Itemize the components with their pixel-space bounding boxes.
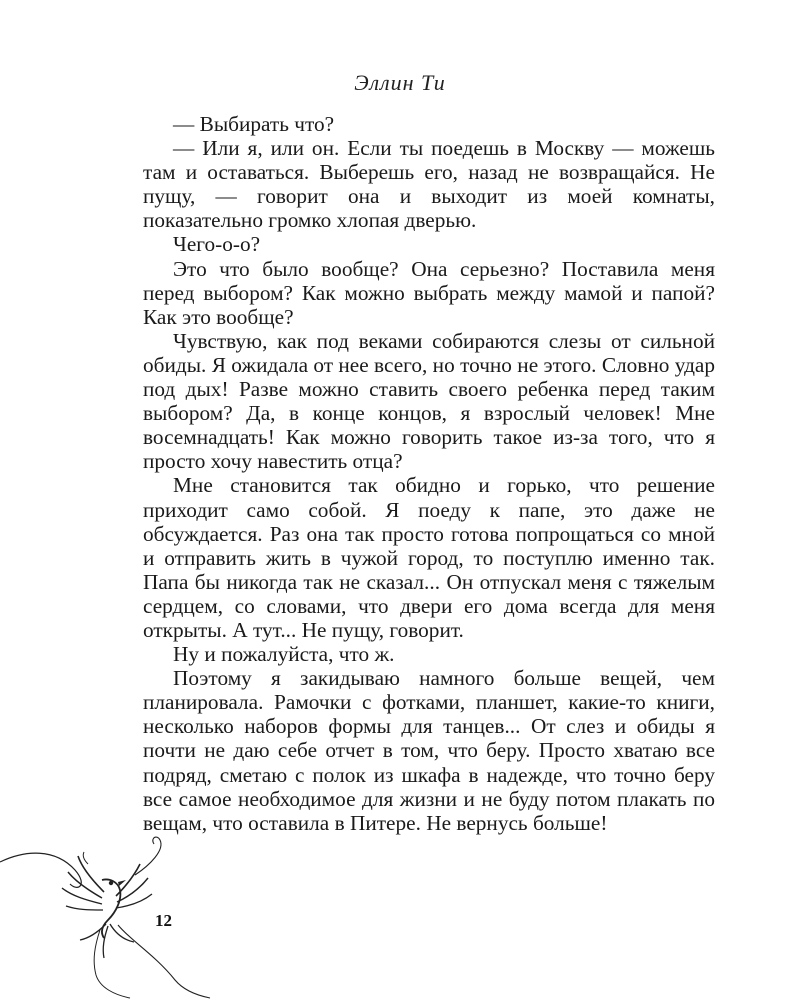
running-header: Эллин Ти [354, 70, 446, 95]
paragraph-4: Это что было вообще? Она серьезно? Поставила меня перед выбором? Как можно выбрать между мамой и папой? Как это вообще? [143, 256, 715, 329]
paragraph-5: Чувствую, как под веками собираются слезы от сильной обиды. Я ожидала от нее всего, но точно не этого. Словно удар под дых! Разве можно ставить своего ребенка перед таким выбором? Да, в конце концов, я взрослый человек! Мне восемнадцать! Как можно говорить такое из-за того, что я просто хочу навестить отца? [143, 328, 715, 474]
body-text [143, 112, 715, 835]
paragraph-1: — Выбирать что? [173, 112, 335, 136]
paragraph-6: Мне становится так обидно и горько, что решение приходит само собой. Я поеду к папе, это даже не обсуждается. Раз она так просто готова попрощаться со мной и отправить жить в чужой город, то поступлю именно так. Папа бы никогда так не сказал... Он отпускал меня с тяжелым сердцем, со словами, что двери его дома всегда для меня открыты. А тут... Не пущу, говорит. [143, 473, 715, 642]
page-number: 12 [155, 911, 172, 930]
paragraph-7: Ну и пожалуйста, что ж. [173, 642, 395, 667]
paragraph-3: Чего-о-о? [173, 232, 261, 257]
paragraph-2: — Или я, или он. Если ты поедешь в Москву — можешь там и оставаться. Выберешь его, назад не возвращайся. Не пущу, — говорит она и выходит из моей комнаты, показательно громко хлопая дверью. [143, 136, 715, 233]
phoenix-bird-icon [0, 820, 240, 1000]
paragraph-8: Поэтому я закидываю намного больше вещей, чем планировала. Рамочки с фотками, планшет, какие-то книги, несколько наборов формы для танцев... От слез и обиды я почти не даю себе отчет в том, что беру. Просто хватаю все подряд, сметаю с полок из шкафа в надежде, что точно беру все самое необходимое для жизни и не буду потом плакать по вещам, что оставила в Питере. Не вернусь больше! [143, 666, 715, 835]
